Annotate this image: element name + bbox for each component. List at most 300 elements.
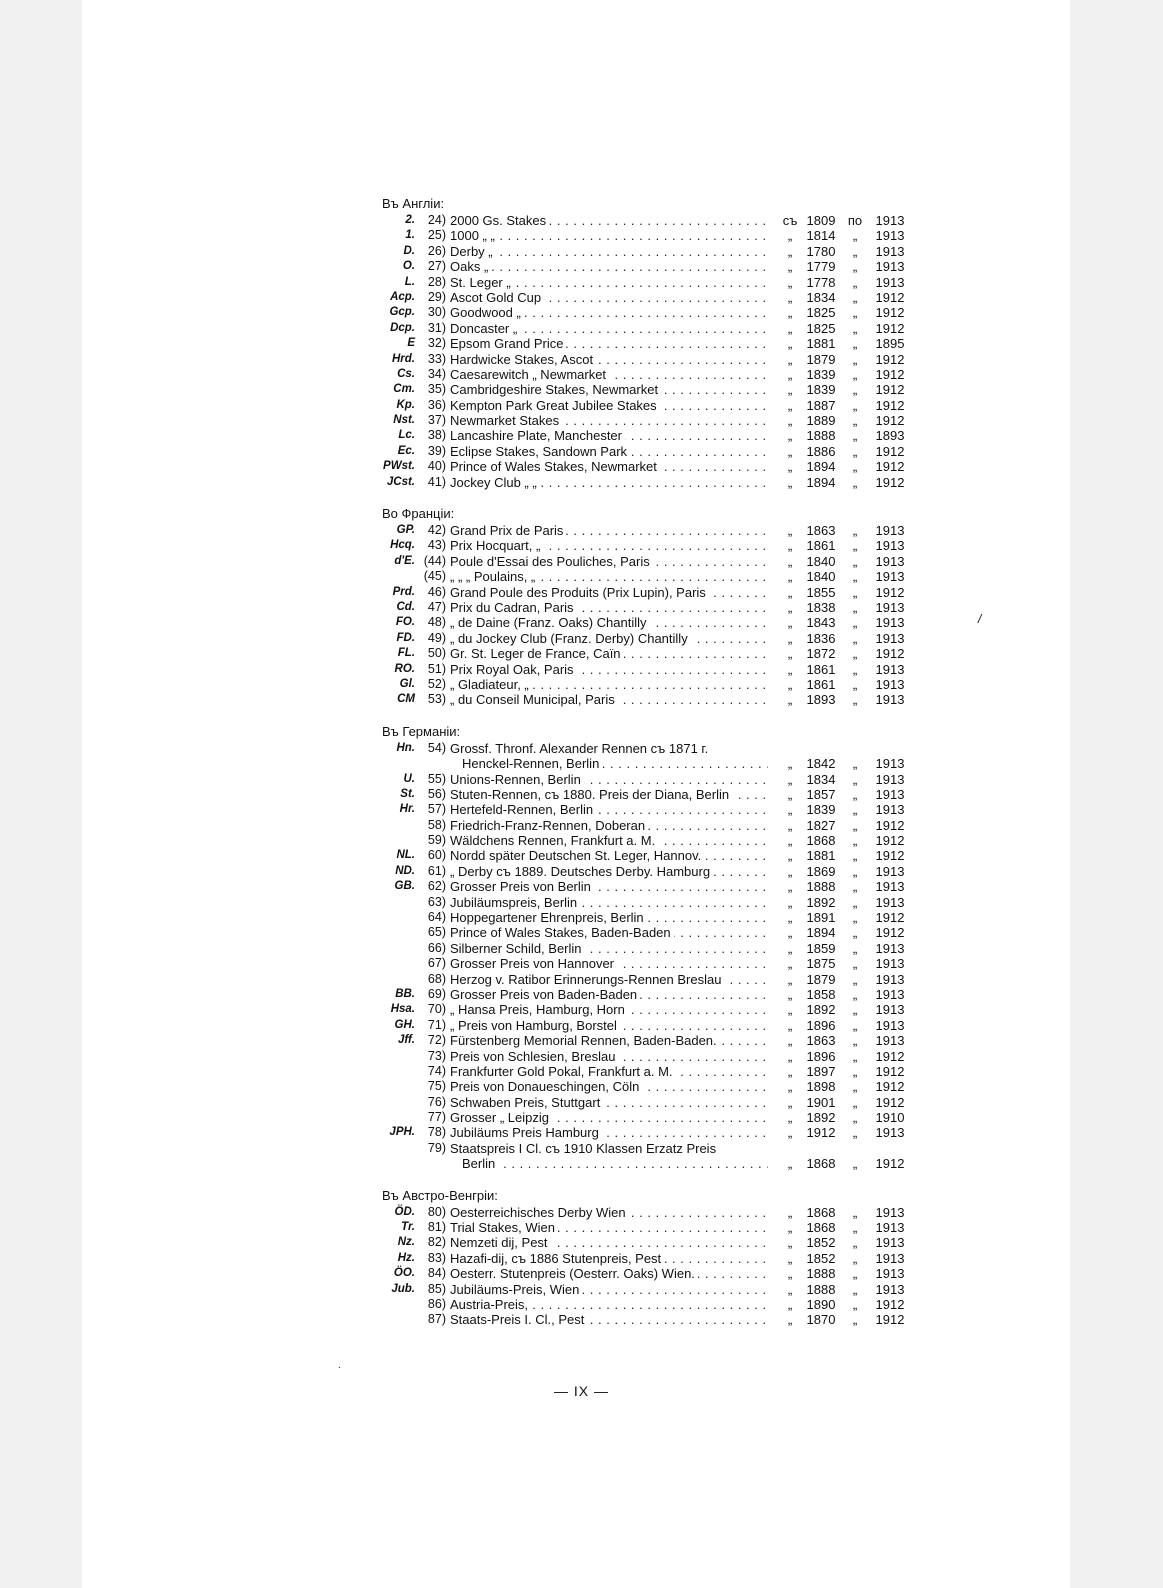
year-until: 1913 (875, 802, 905, 818)
race-name (450, 1297, 768, 1312)
race-line (382, 1141, 922, 1156)
from-preposition: „ (787, 1125, 793, 1141)
race-line (382, 833, 922, 848)
year-until: 1913 (875, 971, 905, 987)
to-preposition: „ (852, 956, 858, 972)
year-from: 1881 (806, 848, 836, 864)
to-preposition: „ (852, 538, 858, 554)
race-abbreviation: Hn. (396, 741, 415, 754)
race-abbreviation: JCst. (386, 475, 415, 488)
race-abbreviation: ND. (395, 864, 415, 877)
race-name-text: Grosser Preis von Hannover (450, 956, 617, 971)
to-preposition: „ (852, 802, 858, 818)
race-number: 81) (427, 1220, 446, 1235)
to-preposition: „ (852, 1125, 858, 1141)
race-line (382, 459, 922, 474)
year-until: 1912 (875, 1297, 905, 1312)
race-line (382, 569, 922, 584)
year-from: 1857 (806, 786, 836, 802)
race-line (382, 1312, 922, 1327)
from-preposition: „ (787, 243, 793, 259)
section-title: Въ Англіи: (382, 196, 445, 211)
race-name-text: Staatspreis I Cl. съ 1910 Klassen Erzatz Preis (450, 1141, 719, 1156)
race-name-text: Grosser „ Leipzig (450, 1110, 552, 1125)
race-name (450, 305, 768, 320)
race-abbreviation: E (407, 337, 415, 350)
race-entry (382, 692, 922, 707)
race-number: 80) (427, 1204, 446, 1219)
from-preposition: „ (787, 397, 793, 413)
race-name-continued (462, 1156, 768, 1171)
race-entry (382, 1141, 922, 1172)
to-preposition: „ (852, 1297, 858, 1312)
race-entry (382, 1064, 922, 1079)
year-from: 1868 (806, 833, 836, 849)
race-name-text: Jockey Club „ „ (450, 475, 540, 490)
race-name-text: 1000 „ „ (450, 228, 498, 243)
year-from: 1861 (806, 538, 836, 554)
race-line (382, 244, 922, 259)
race-name (450, 290, 768, 305)
race-abbreviation: Nst. (393, 414, 415, 427)
race-abbreviation: BB. (395, 987, 415, 1000)
race-line (382, 336, 922, 351)
race-name-text: Trial Stakes, Wien (450, 1220, 558, 1235)
from-preposition: „ (787, 569, 793, 585)
race-name (450, 367, 768, 382)
from-preposition: „ (787, 1110, 793, 1126)
from-preposition: „ (787, 646, 793, 662)
year-from: 1881 (806, 336, 836, 352)
race-number: 50) (427, 646, 446, 661)
from-preposition: „ (787, 786, 793, 802)
year-until: 1912 (875, 366, 905, 382)
race-entry (382, 305, 922, 320)
race-line-continued (382, 756, 922, 771)
race-number: 36) (427, 397, 446, 412)
from-preposition: „ (787, 756, 793, 772)
year-from: 1896 (806, 1017, 836, 1033)
race-name (450, 818, 768, 833)
section-gap (382, 708, 922, 723)
race-number: 65) (427, 925, 446, 940)
race-number: 76) (427, 1094, 446, 1109)
race-entry (382, 646, 922, 661)
year-until: 1912 (875, 1094, 905, 1110)
to-preposition: „ (852, 756, 858, 772)
race-name-continued-text: Berlin (462, 1156, 498, 1171)
from-preposition: „ (787, 1297, 793, 1312)
year-from: 1888 (806, 428, 836, 444)
race-abbreviation: ÖD. (394, 1205, 415, 1218)
race-name (450, 772, 768, 787)
race-name-text: Jubiläums-Preis, Wien (450, 1282, 582, 1297)
race-name (450, 1002, 768, 1017)
race-line (382, 910, 922, 925)
year-from: 1892 (806, 894, 836, 910)
race-name (450, 398, 768, 413)
from-preposition: „ (787, 443, 793, 459)
year-from: 1888 (806, 1266, 836, 1282)
race-name (450, 259, 768, 274)
race-number: 30) (427, 305, 446, 320)
from-preposition: „ (787, 817, 793, 833)
year-until: 1913 (875, 1033, 905, 1049)
race-name (450, 1033, 768, 1048)
race-name-continued (462, 756, 768, 771)
race-entry (382, 1033, 922, 1048)
race-name-text: Doncaster „ (450, 321, 520, 336)
from-preposition: „ (787, 366, 793, 382)
race-name (450, 1205, 768, 1220)
race-number: 84) (427, 1266, 446, 1281)
race-number: (44) (423, 553, 446, 568)
race-line (382, 1235, 922, 1250)
race-list (382, 195, 922, 1328)
race-name-text: Oesterr. Stutenpreis (Oesterr. Oaks) Wien. (450, 1266, 698, 1281)
to-preposition: „ (852, 1079, 858, 1095)
to-preposition: „ (852, 351, 858, 367)
race-name (450, 275, 768, 290)
race-number: 40) (427, 459, 446, 474)
race-line (382, 987, 922, 1002)
race-line (382, 1220, 922, 1235)
race-name-text: Eclipse Stakes, Sandown Park (450, 444, 630, 459)
to-preposition: „ (852, 1094, 858, 1110)
race-abbreviation: U. (403, 772, 415, 785)
race-entry (382, 1049, 922, 1064)
race-entry (382, 1312, 922, 1327)
year-from: 1779 (806, 259, 836, 275)
year-until: 1913 (875, 1281, 905, 1297)
race-line (382, 864, 922, 879)
race-line (382, 802, 922, 817)
race-entry (382, 275, 922, 290)
year-from: 1890 (806, 1297, 836, 1312)
race-name-text: Goodwood „ (450, 305, 524, 320)
race-name (450, 413, 768, 428)
year-until: 1913 (875, 1125, 905, 1141)
race-line (382, 1205, 922, 1220)
year-from: 1863 (806, 1033, 836, 1049)
to-preposition: „ (852, 1312, 858, 1328)
race-number: 61) (427, 863, 446, 878)
year-from: 1836 (806, 630, 836, 646)
race-number: 68) (427, 971, 446, 986)
year-until: 1912 (875, 1063, 905, 1079)
race-number: 28) (427, 274, 446, 289)
from-preposition: „ (787, 615, 793, 631)
to-preposition: „ (852, 243, 858, 259)
race-number: 38) (427, 428, 446, 443)
year-from: 1879 (806, 351, 836, 367)
race-name-text: Nordd später Deutschen St. Leger, Hannov. (450, 848, 704, 863)
race-name (450, 864, 768, 879)
race-name (450, 741, 768, 756)
race-entry (382, 569, 922, 584)
year-from: 1827 (806, 817, 836, 833)
race-number: 31) (427, 320, 446, 335)
year-from: 1840 (806, 569, 836, 585)
to-preposition: „ (852, 863, 858, 879)
year-until: 1912 (875, 459, 905, 475)
race-number: 43) (427, 538, 446, 553)
race-line-continued (382, 1156, 922, 1171)
race-name-text: „ du Conseil Municipal, Paris (450, 692, 618, 707)
race-line (382, 662, 922, 677)
to-preposition: „ (852, 413, 858, 429)
race-name (450, 1049, 768, 1064)
race-line (382, 305, 922, 320)
race-name-text: Hoppegartener Ehrenpreis, Berlin (450, 910, 647, 925)
race-number: 35) (427, 382, 446, 397)
to-preposition: „ (852, 1156, 858, 1172)
year-from: 1858 (806, 986, 836, 1002)
race-entry (382, 585, 922, 600)
to-preposition: „ (852, 553, 858, 569)
year-until: 1913 (875, 1266, 905, 1282)
year-from: 1780 (806, 243, 836, 259)
race-entry (382, 802, 922, 817)
race-name (450, 244, 768, 259)
race-entry (382, 1235, 922, 1250)
race-entry (382, 662, 922, 677)
race-number: 39) (427, 443, 446, 458)
race-name-text: Jubiläumspreis, Berlin (450, 895, 580, 910)
year-until: 1913 (875, 863, 905, 879)
year-from: 1896 (806, 1048, 836, 1064)
year-from: 1886 (806, 443, 836, 459)
year-until: 1910 (875, 1110, 905, 1126)
from-preposition: „ (787, 584, 793, 600)
race-abbreviation: Cd. (396, 600, 415, 613)
race-number: 62) (427, 879, 446, 894)
from-preposition: „ (787, 289, 793, 305)
year-from: 1825 (806, 305, 836, 321)
race-line (382, 772, 922, 787)
race-name (450, 336, 768, 351)
year-from: 1868 (806, 1156, 836, 1172)
race-name-text: Staats-Preis I. Cl., Pest (450, 1312, 587, 1327)
to-preposition: „ (852, 1048, 858, 1064)
year-from: 1861 (806, 661, 836, 677)
year-until: 1913 (875, 630, 905, 646)
race-name-text: Prince of Wales Stakes, Baden-Baden (450, 925, 674, 940)
race-line (382, 1297, 922, 1312)
race-line (382, 444, 922, 459)
to-preposition: „ (852, 1281, 858, 1297)
year-from: 1875 (806, 956, 836, 972)
year-until: 1912 (875, 848, 905, 864)
race-name-text: Prix Hocquart, „ (450, 538, 543, 553)
race-name-text: Ascot Gold Cup (450, 290, 544, 305)
from-preposition: „ (787, 1250, 793, 1266)
race-name-text: Kempton Park Great Jubilee Stakes (450, 398, 660, 413)
race-number: 42) (427, 523, 446, 538)
race-entry (382, 615, 922, 630)
race-number: 37) (427, 413, 446, 428)
race-number: 85) (427, 1281, 446, 1296)
race-entry (382, 523, 922, 538)
to-preposition: „ (852, 584, 858, 600)
to-preposition: „ (852, 986, 858, 1002)
race-entry (382, 321, 922, 336)
race-name (450, 1064, 768, 1079)
race-abbreviation: NL. (396, 849, 415, 862)
from-preposition: „ (787, 1033, 793, 1049)
race-name (450, 895, 768, 910)
race-name-text: Oesterreichisches Derby Wien (450, 1205, 629, 1220)
race-name-text: Herzog v. Ratibor Erinnerungs-Rennen Breslau (450, 972, 724, 987)
race-number: 26) (427, 243, 446, 258)
race-abbreviation: Hsa. (390, 1003, 415, 1016)
race-entry (382, 1266, 922, 1281)
race-number: 77) (427, 1110, 446, 1125)
year-until: 1912 (875, 1079, 905, 1095)
page-number: — IX — (553, 1383, 609, 1399)
year-from: 1852 (806, 1250, 836, 1266)
race-entry (382, 1205, 922, 1220)
to-preposition: „ (852, 397, 858, 413)
from-preposition: „ (787, 692, 793, 708)
to-preposition: „ (852, 274, 858, 290)
race-line (382, 925, 922, 940)
race-line (382, 1251, 922, 1266)
race-entry (382, 772, 922, 787)
from-preposition: „ (787, 1204, 793, 1220)
year-until: 1912 (875, 1048, 905, 1064)
race-name-text: Grand Poule des Produits (Prix Lupin), Paris (450, 585, 709, 600)
race-name-text: Newmarket Stakes (450, 413, 562, 428)
race-line (382, 382, 922, 397)
race-number: 59) (427, 833, 446, 848)
year-from: 1872 (806, 646, 836, 662)
year-from: 1894 (806, 925, 836, 941)
from-preposition: „ (787, 1048, 793, 1064)
race-name-text: Nemzeti dij, Pest (450, 1235, 551, 1250)
race-abbreviation: ÖO. (393, 1267, 415, 1280)
race-abbreviation: Acp. (390, 290, 415, 303)
from-preposition: „ (787, 971, 793, 987)
from-preposition: „ (787, 413, 793, 429)
year-from: 1852 (806, 1235, 836, 1251)
race-line (382, 1282, 922, 1297)
race-abbreviation: Hz. (397, 1251, 415, 1264)
race-name (450, 925, 768, 940)
year-from: 1893 (806, 692, 836, 708)
to-preposition: „ (852, 366, 858, 382)
to-preposition: „ (852, 228, 858, 244)
from-preposition: „ (787, 1312, 793, 1328)
race-number: 54) (427, 740, 446, 755)
year-from: 1855 (806, 584, 836, 600)
year-until: 1913 (875, 756, 905, 772)
from-preposition: „ (787, 956, 793, 972)
race-name-text: Caesarewitch „ Newmarket (450, 367, 609, 382)
race-line (382, 475, 922, 490)
race-name-text: Prix du Cadran, Paris (450, 600, 577, 615)
race-entry (382, 818, 922, 833)
from-preposition: „ (787, 459, 793, 475)
race-number: 33) (427, 351, 446, 366)
race-name-text: Preis von Schlesien, Breslau (450, 1049, 618, 1064)
race-line (382, 538, 922, 553)
year-from: 1901 (806, 1094, 836, 1110)
year-from: 1894 (806, 459, 836, 475)
race-entry (382, 1282, 922, 1297)
race-entry (382, 848, 922, 863)
race-number: 58) (427, 817, 446, 832)
race-name-text: Wäldchens Rennen, Frankfurt a. M. (450, 833, 658, 848)
to-preposition: „ (852, 428, 858, 444)
year-until: 1912 (875, 833, 905, 849)
race-line (382, 352, 922, 367)
year-until: 1912 (875, 397, 905, 413)
race-abbreviation: GH. (394, 1018, 415, 1031)
race-name-text: Preis von Donaueschingen, Cöln (450, 1079, 642, 1094)
race-name (450, 802, 768, 817)
to-preposition: „ (852, 1220, 858, 1236)
race-abbreviation: CM (397, 693, 415, 706)
race-name (450, 1125, 768, 1140)
race-abbreviation: Dcp. (390, 321, 415, 334)
to-preposition: „ (852, 459, 858, 475)
to-preposition: „ (852, 1110, 858, 1126)
year-from: 1868 (806, 1220, 836, 1236)
race-name-text: Hertefeld-Rennen, Berlin (450, 802, 596, 817)
race-number: 32) (427, 336, 446, 351)
race-name-text: Hardwicke Stakes, Ascot (450, 352, 596, 367)
race-name (450, 692, 768, 707)
race-name (450, 569, 768, 584)
section-title: Во Франціи: (382, 506, 455, 522)
race-line (382, 1110, 922, 1125)
year-from: 1912 (806, 1125, 836, 1141)
from-preposition: „ (787, 802, 793, 818)
from-preposition: „ (787, 771, 793, 787)
race-name (450, 444, 768, 459)
race-number: 64) (427, 910, 446, 925)
year-from: 1838 (806, 599, 836, 615)
race-name-text: „ du Jockey Club (Franz. Derby) Chantilly (450, 631, 691, 646)
race-line (382, 428, 922, 443)
year-from: 1898 (806, 1079, 836, 1095)
race-name (450, 600, 768, 615)
year-until: 1913 (875, 1235, 905, 1251)
race-entry (382, 1095, 922, 1110)
race-name-text: „ Preis von Hamburg, Borstel (450, 1018, 620, 1033)
to-preposition: „ (852, 676, 858, 692)
from-preposition: „ (787, 940, 793, 956)
race-line (382, 1095, 922, 1110)
race-line (382, 972, 922, 987)
race-name (450, 1235, 768, 1250)
race-number: 78) (427, 1125, 446, 1140)
year-until: 1912 (875, 1312, 905, 1328)
year-from: 1887 (806, 397, 836, 413)
to-preposition: „ (852, 1017, 858, 1033)
race-entry (382, 428, 922, 443)
from-preposition: „ (787, 1281, 793, 1297)
race-entry (382, 352, 922, 367)
race-line (382, 398, 922, 413)
race-name-text: 2000 Gs. Stakes (450, 213, 549, 228)
race-line (382, 818, 922, 833)
from-preposition: „ (787, 336, 793, 352)
race-line (382, 1266, 922, 1281)
race-number: 55) (427, 771, 446, 786)
race-entry (382, 956, 922, 971)
